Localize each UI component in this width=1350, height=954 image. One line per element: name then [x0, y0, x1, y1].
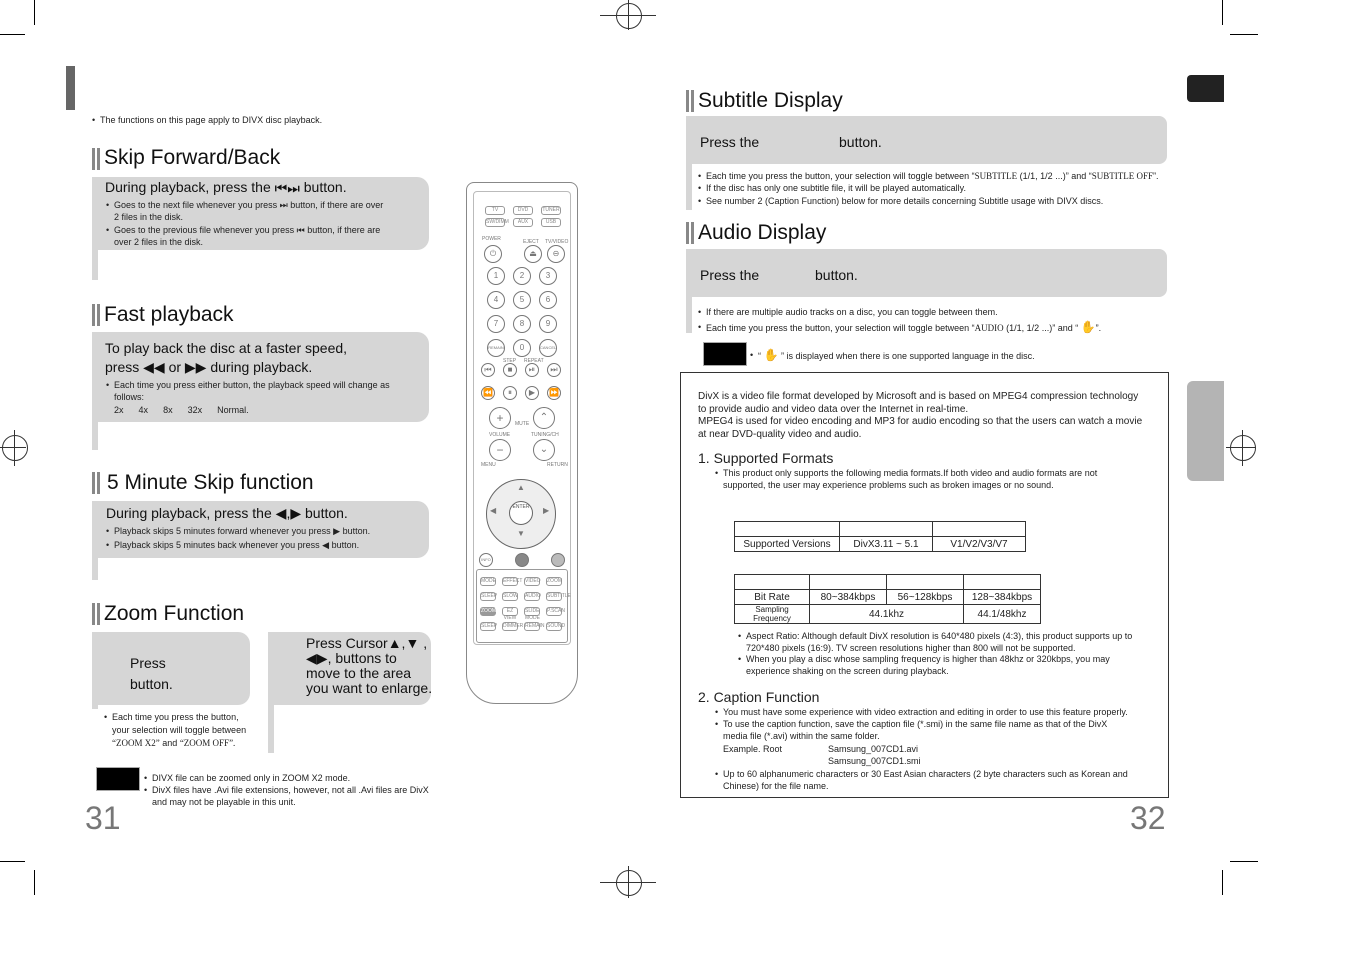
table-cell: 80~384kbps	[810, 590, 887, 605]
remote-dimmer-button[interactable]: DIMMER	[503, 623, 524, 629]
remote-remain-button[interactable]: REMAIN	[487, 339, 505, 357]
remote-remain-small-button[interactable]: REMAIN	[525, 623, 545, 629]
remote-tv-button[interactable]: TV	[485, 206, 505, 215]
remote-ezview-button[interactable]: EZ VIEW	[503, 608, 517, 621]
remote-up-arrow-icon[interactable]: ▲	[517, 483, 525, 492]
skip-forward-icon: ⏭	[287, 179, 300, 196]
remote-info-button[interactable]: INFO	[479, 553, 493, 567]
remote-digit-4[interactable]: 4	[487, 291, 505, 309]
zoom-note: • Each time you press the button, your selection will toggle between “ZOOM X2” and “ZOOM OFF”.	[104, 712, 247, 748]
aspect-ratio-note: • Aspect Ratio: Although default DivX resolution is 640*480 pixels (4:3), this product supports up to 720*480 pixels (16:9). TV screen resolutions higher than 800 will not be supported.	[738, 631, 1133, 653]
heading-marker	[92, 603, 100, 625]
versions-table	[734, 521, 1026, 552]
heading-marker	[92, 148, 100, 170]
table-cell: 56~128kbps	[887, 590, 964, 605]
cursor-right-icon: ▶	[316, 650, 328, 666]
divx-description: DivX is a video file format developed by Microsoft and is based on MPEG4 compression technology to provide audio and video data over the Internet in real-time. MPEG4 is used for video encoding and MP3 for audio encoding so that the users can watch a movie at near DVD-quality video and audio.	[698, 391, 1143, 440]
note-list: • DIVX file can be zoomed only in ZOOM X2 mode. • DivX files have .Avi file extensions, however, not all .Avi files are DivX and may not be playable in this unit.	[144, 773, 429, 807]
skip-note-1: • Goes to the next file whenever you press ⏭ button, if there are over 2 files in the disk.	[106, 200, 384, 222]
header-bar	[66, 66, 75, 110]
panel-strip	[92, 558, 98, 580]
crop-mark	[1230, 34, 1258, 35]
hand-icon: ✋	[763, 348, 779, 362]
subtitle-button-text: button.	[839, 134, 882, 150]
sampling-note: • When you play a disc whose sampling frequency is higher than 48khz or 320kbps, you may experience shaking on the screen during playback.	[738, 654, 1110, 676]
remote-aux-button[interactable]: AUX	[513, 218, 533, 227]
crop-mark	[1222, 0, 1223, 25]
remote-volume-down-button[interactable]: −	[489, 439, 511, 461]
panel-strip	[92, 422, 98, 450]
remote-rewind-button[interactable]: ⏪	[481, 386, 495, 400]
remote-tuning-up-button[interactable]: ⌃	[533, 407, 555, 429]
intro-note: • The functions on this page apply to DIVX disc playback.	[92, 115, 323, 125]
panel-strip	[268, 705, 274, 753]
remote-audio-small-button[interactable]: AUDIO	[525, 593, 541, 599]
remote-audio-button[interactable]	[515, 553, 529, 567]
rewind-icon: ◀◀	[143, 359, 165, 375]
skip-note-2: • Goes to the previous file whenever you press ⏮ button, if there are over 2 files in the disk.	[106, 225, 381, 247]
crop-mark	[34, 0, 35, 25]
remote-step-label: STEP	[503, 358, 517, 364]
skip-forward-icon: ⏭	[279, 200, 288, 210]
remote-digit-0[interactable]: 0	[513, 339, 531, 357]
table-cell: 44.1khz	[810, 605, 964, 624]
skip-back-icon: ⏮	[296, 225, 305, 235]
heading-marker	[686, 90, 694, 112]
remote-volume-label: VOLUME	[489, 432, 511, 438]
remote-dvd-button[interactable]: DVD	[513, 206, 533, 215]
table-row	[735, 522, 1026, 537]
remote-left-arrow-icon[interactable]: ◀	[490, 506, 497, 515]
remote-digit-8[interactable]: 8	[513, 315, 531, 333]
remote-menu-label: MENU	[481, 462, 496, 468]
crop-mark	[0, 861, 25, 862]
audio-note-1: • If there are multiple audio tracks on a disc, you can toggle between them.	[698, 307, 998, 317]
cursor-left-icon: ◀	[306, 650, 317, 666]
remote-sound-button[interactable]: SOUND	[547, 623, 566, 629]
remote-pscan-button[interactable]: P.SCAN	[547, 608, 565, 614]
table-cell: DivX3.11 ~ 5.1	[840, 537, 933, 552]
remote-tuning-down-button[interactable]: ⌄	[533, 439, 555, 461]
skip-heading: Skip Forward/Back	[104, 146, 281, 169]
remote-down-arrow-icon[interactable]: ▼	[517, 529, 525, 538]
hand-icon: ✋	[1080, 320, 1096, 334]
zoom-heading: Zoom Function	[104, 602, 245, 625]
crop-mark	[34, 870, 35, 895]
crop-mark	[1222, 870, 1223, 895]
table-cell: 128~384kbps	[964, 590, 1041, 605]
remote-power-label: POWER	[482, 236, 501, 242]
remote-tvvideo-label: TV/VIDEO	[545, 239, 569, 245]
remote-skip-back-button[interactable]: ⏮	[481, 363, 495, 377]
cursor-up-icon: ▲	[387, 635, 402, 651]
page-number-right: 32	[1130, 800, 1166, 836]
fast-forward-icon: ▶▶	[184, 359, 207, 375]
page-number-left: 31	[85, 800, 121, 836]
subtitle-note-1: • Each time you press the button, your selection will toggle between “SUBTITLE (1/1, 1/2 ...)” and “SUBTITLE OFF”.	[698, 171, 1159, 181]
formats-note: • This product only supports the following media formats.If both video and audio formats are not supported, the user may experience problems such as broken images or no sound.	[715, 468, 1098, 490]
remote-fast-forward-button[interactable]: ⏩	[547, 386, 561, 400]
table-row	[735, 537, 1026, 552]
speed-list: 2x 4x 8x 32x Normal.	[114, 405, 249, 415]
remote-zoom-button[interactable]: ZOOM	[481, 608, 496, 614]
remote-digit-2[interactable]: 2	[513, 267, 531, 285]
subtitle-note-3: • See number 2 (Caption Function) below for more details concerning Subtitle usage with DIVX discs.	[698, 196, 1104, 206]
remote-tuning-label: TUNING/CH	[531, 432, 559, 438]
subtitle-press: Press the	[700, 134, 760, 150]
remote-repeat-label: REPEAT	[524, 358, 544, 364]
table-cell: Sampling Frequency	[735, 605, 810, 624]
audio-press: Press the	[700, 267, 760, 283]
heading-marker	[92, 472, 100, 494]
chapter-tab-dark	[1187, 75, 1224, 102]
cursor-right-icon: ▶	[290, 505, 302, 521]
remote-eject-label: EJECT	[523, 239, 539, 245]
remote-eject-button[interactable]: ⏏	[524, 245, 542, 263]
audio-note-2: • Each time you press the button, your selection will toggle between “AUDIO (1/1, 1/2 ...)” and “ ✋”.	[698, 320, 1102, 334]
panel-strip	[686, 297, 692, 333]
table-cell: Bit Rate	[735, 590, 810, 605]
remote-digit-5[interactable]: 5	[513, 291, 531, 309]
table-row	[735, 590, 1041, 605]
remote-digit-9[interactable]: 9	[539, 315, 557, 333]
fast-instruction: To play back the disc at a faster speed, press ◀◀ or ▶▶ during playback.	[105, 340, 348, 375]
minute-note-1: • Playback skips 5 minutes forward whenever you press ▶ button.	[106, 526, 371, 536]
remote-effect-button[interactable]: EFFECT	[503, 578, 523, 584]
fast-heading: Fast playback	[104, 303, 234, 326]
remote-digit-3[interactable]: 3	[539, 267, 557, 285]
caption-example-files: Samsung_007CD1.avi Samsung_007CD1.smi	[828, 744, 921, 766]
remote-digit-6[interactable]: 6	[539, 291, 557, 309]
remote-stop-button[interactable]: ■	[503, 363, 517, 377]
remote-mute-label: MUTE	[515, 421, 530, 427]
zoom-cursor-text: Press Cursor▲,▼ , ◀▶, buttons to move to the area you want to enlarge.	[306, 635, 433, 696]
caption-example: Example. Root	[723, 744, 783, 754]
skip-back-icon: ⏮	[274, 179, 288, 196]
audio-table	[734, 574, 1041, 624]
minute-instruction: During playback, press the ◀,▶ button.	[106, 505, 348, 521]
zoom-press-text: Press button.	[130, 655, 173, 692]
remote-slow-button[interactable]: SLOW	[503, 593, 518, 599]
fast-note: • Each time you press either button, the playback speed will change as follows:	[106, 380, 390, 402]
crop-mark	[0, 34, 25, 35]
remote-zoom-top-button[interactable]: ZOOM	[547, 578, 562, 584]
remote-return-label: RETURN	[547, 462, 568, 468]
caption-note-3: • Up to 60 alphanumeric characters or 30 East Asian characters (2 byte characters such as Korean and Chinese) for the file name.	[715, 769, 1128, 791]
cursor-left-icon: ◀	[275, 505, 287, 521]
table-cell: Supported Versions	[735, 537, 840, 552]
remote-digit-1[interactable]: 1	[487, 267, 505, 285]
crop-mark	[1230, 861, 1258, 862]
caption-note-1: • You must have some experience with video extraction and editing in order to use this feature properly.	[715, 707, 1128, 717]
remote-sleep-top-button[interactable]: SLEEP	[481, 593, 498, 599]
formats-heading: 1. Supported Formats	[698, 450, 834, 466]
caption-heading: 2. Caption Function	[698, 689, 820, 705]
minute-note-2: • Playback skips 5 minutes back whenever you press ◀ button.	[106, 540, 360, 550]
remote-control	[466, 182, 578, 704]
cursor-left-icon: ◀	[322, 540, 330, 550]
remote-skip-forward-button[interactable]: ⏭	[547, 363, 561, 377]
panel-strip	[686, 164, 692, 210]
heading-marker	[92, 304, 100, 326]
remote-pause-button[interactable]: ⏸	[503, 386, 517, 400]
panel-strip	[92, 250, 98, 280]
remote-digit-7[interactable]: 7	[487, 315, 505, 333]
remote-power-button[interactable]: ⏻	[484, 245, 502, 263]
remote-right-arrow-icon[interactable]: ▶	[543, 506, 550, 515]
skip-instruction: During playback, press the ⏮⏭ button.	[105, 179, 347, 196]
note-badge	[96, 767, 140, 791]
table-row	[735, 605, 1041, 624]
audio-heading: Audio Display	[698, 221, 827, 244]
remote-sleep-button[interactable]: SLEEP	[481, 623, 498, 629]
remote-volume-up-button[interactable]: +	[489, 407, 511, 429]
table-row	[735, 575, 1041, 590]
table-cell: 44.1/48khz	[964, 605, 1041, 624]
caption-note-2: • To use the caption function, save the caption file (*.smi) in the same file name as that of the DivX media file (*.avi) within the same folder.	[715, 719, 1108, 741]
remote-subtitle-button[interactable]	[551, 553, 565, 567]
subtitle-note-2: • If the disc has only one subtitle file, it will be played automatically.	[698, 183, 966, 193]
table-cell: V1/V2/V3/V7	[933, 537, 1026, 552]
note-badge	[703, 342, 747, 366]
remote-video-button[interactable]: VIDEO	[525, 578, 541, 584]
remote-swdimm-button[interactable]: SW/DIMM	[486, 219, 509, 225]
remote-slide-mode-button[interactable]: SLIDE MODE	[525, 608, 540, 621]
remote-mode-button[interactable]: MODE	[481, 578, 496, 584]
cursor-right-icon: ▶	[333, 526, 341, 536]
chapter-tab-gray	[1187, 381, 1224, 481]
remote-tuner-button[interactable]: TUNER	[542, 207, 560, 213]
heading-marker	[686, 222, 694, 244]
remote-subtitle-small-button[interactable]: SUBTITLE	[547, 593, 571, 599]
remote-enter-button[interactable]: ENTER	[509, 501, 533, 525]
cursor-down-icon: ▼	[405, 635, 420, 651]
remote-usb-button[interactable]: USB	[541, 218, 561, 227]
remote-cancel-button[interactable]: CANCEL	[539, 339, 557, 357]
remote-play-button[interactable]: ▶	[525, 386, 539, 400]
remote-tvvideo-button[interactable]: ⊖	[547, 245, 565, 263]
subtitle-heading: Subtitle Display	[698, 89, 843, 112]
remote-play-pause-button[interactable]: ⏯	[525, 363, 539, 377]
audio-single-language-note: • “ ✋ ” is displayed when there is one supported language in the disc.	[750, 348, 1035, 362]
panel-strip	[92, 705, 98, 709]
minute-heading: 5 Minute Skip function	[107, 471, 314, 494]
audio-button-text: button.	[815, 267, 858, 283]
